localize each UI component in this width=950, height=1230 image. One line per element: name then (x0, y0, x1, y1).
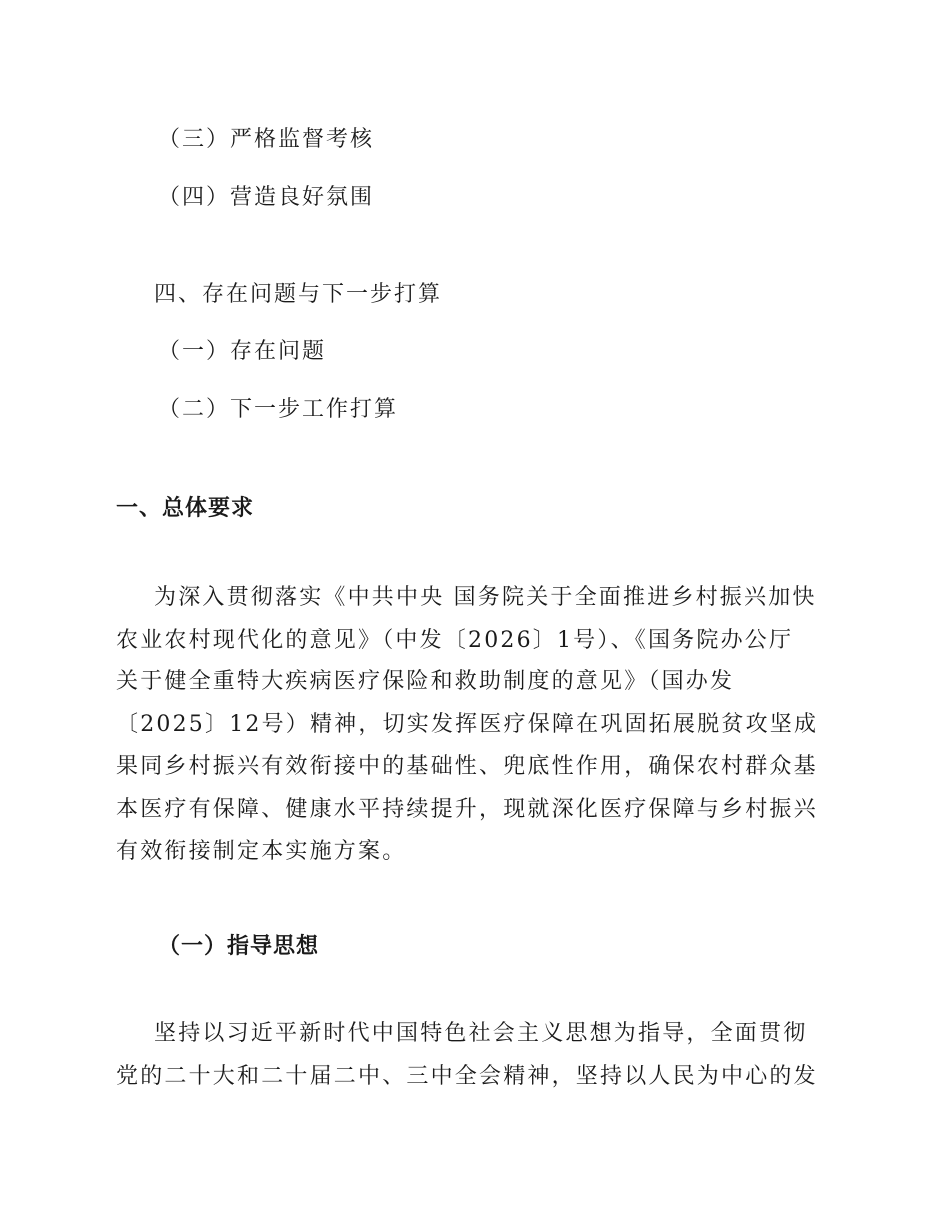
intro-line-7: 有效衔接制定本实施方案。 (116, 839, 407, 864)
guiding-line-1: 坚持以习近平新时代中国特色社会主义思想为指导，全面贯彻 (154, 1021, 808, 1046)
toc-item-4-1: （一）存在问题 (158, 339, 327, 364)
toc-item-3-3: （三）严格监督考核 (158, 127, 375, 152)
intro-line-4: 〔2025〕12号）精神，切实发挥医疗保障在巩固拓展脱贫攻坚成 (116, 712, 819, 737)
section-heading-general-requirements: 一、总体要求 (116, 496, 255, 521)
toc-item-4-2: （二）下一步工作打算 (158, 397, 399, 422)
intro-line-1: 为深入贯彻落实《中共中央 国务院关于全面推进乡村振兴加快 (154, 585, 817, 610)
subsection-heading-guiding-ideology: （一）指导思想 (158, 934, 320, 959)
intro-line-6: 本医疗有保障、健康水平持续提升，现就深化医疗保障与乡村振兴 (116, 797, 818, 822)
guiding-line-2: 党的二十大和二十届二中、三中全会精神，坚持以人民为中心的发 (116, 1064, 818, 1089)
toc-item-3-4: （四）营造良好氛围 (158, 185, 375, 210)
intro-line-3: 关于健全重特大疾病医疗保险和救助制度的意见》（国办发 (116, 669, 735, 694)
toc-section-4: 四、存在问题与下一步打算 (154, 282, 443, 307)
intro-line-2: 农业农村现代化的意见》（中发〔2026〕1号）、《国务院办公厅 (116, 628, 794, 653)
intro-line-5: 果同乡村振兴有效衔接中的基础性、兜底性作用，确保农村群众基 (116, 754, 818, 779)
